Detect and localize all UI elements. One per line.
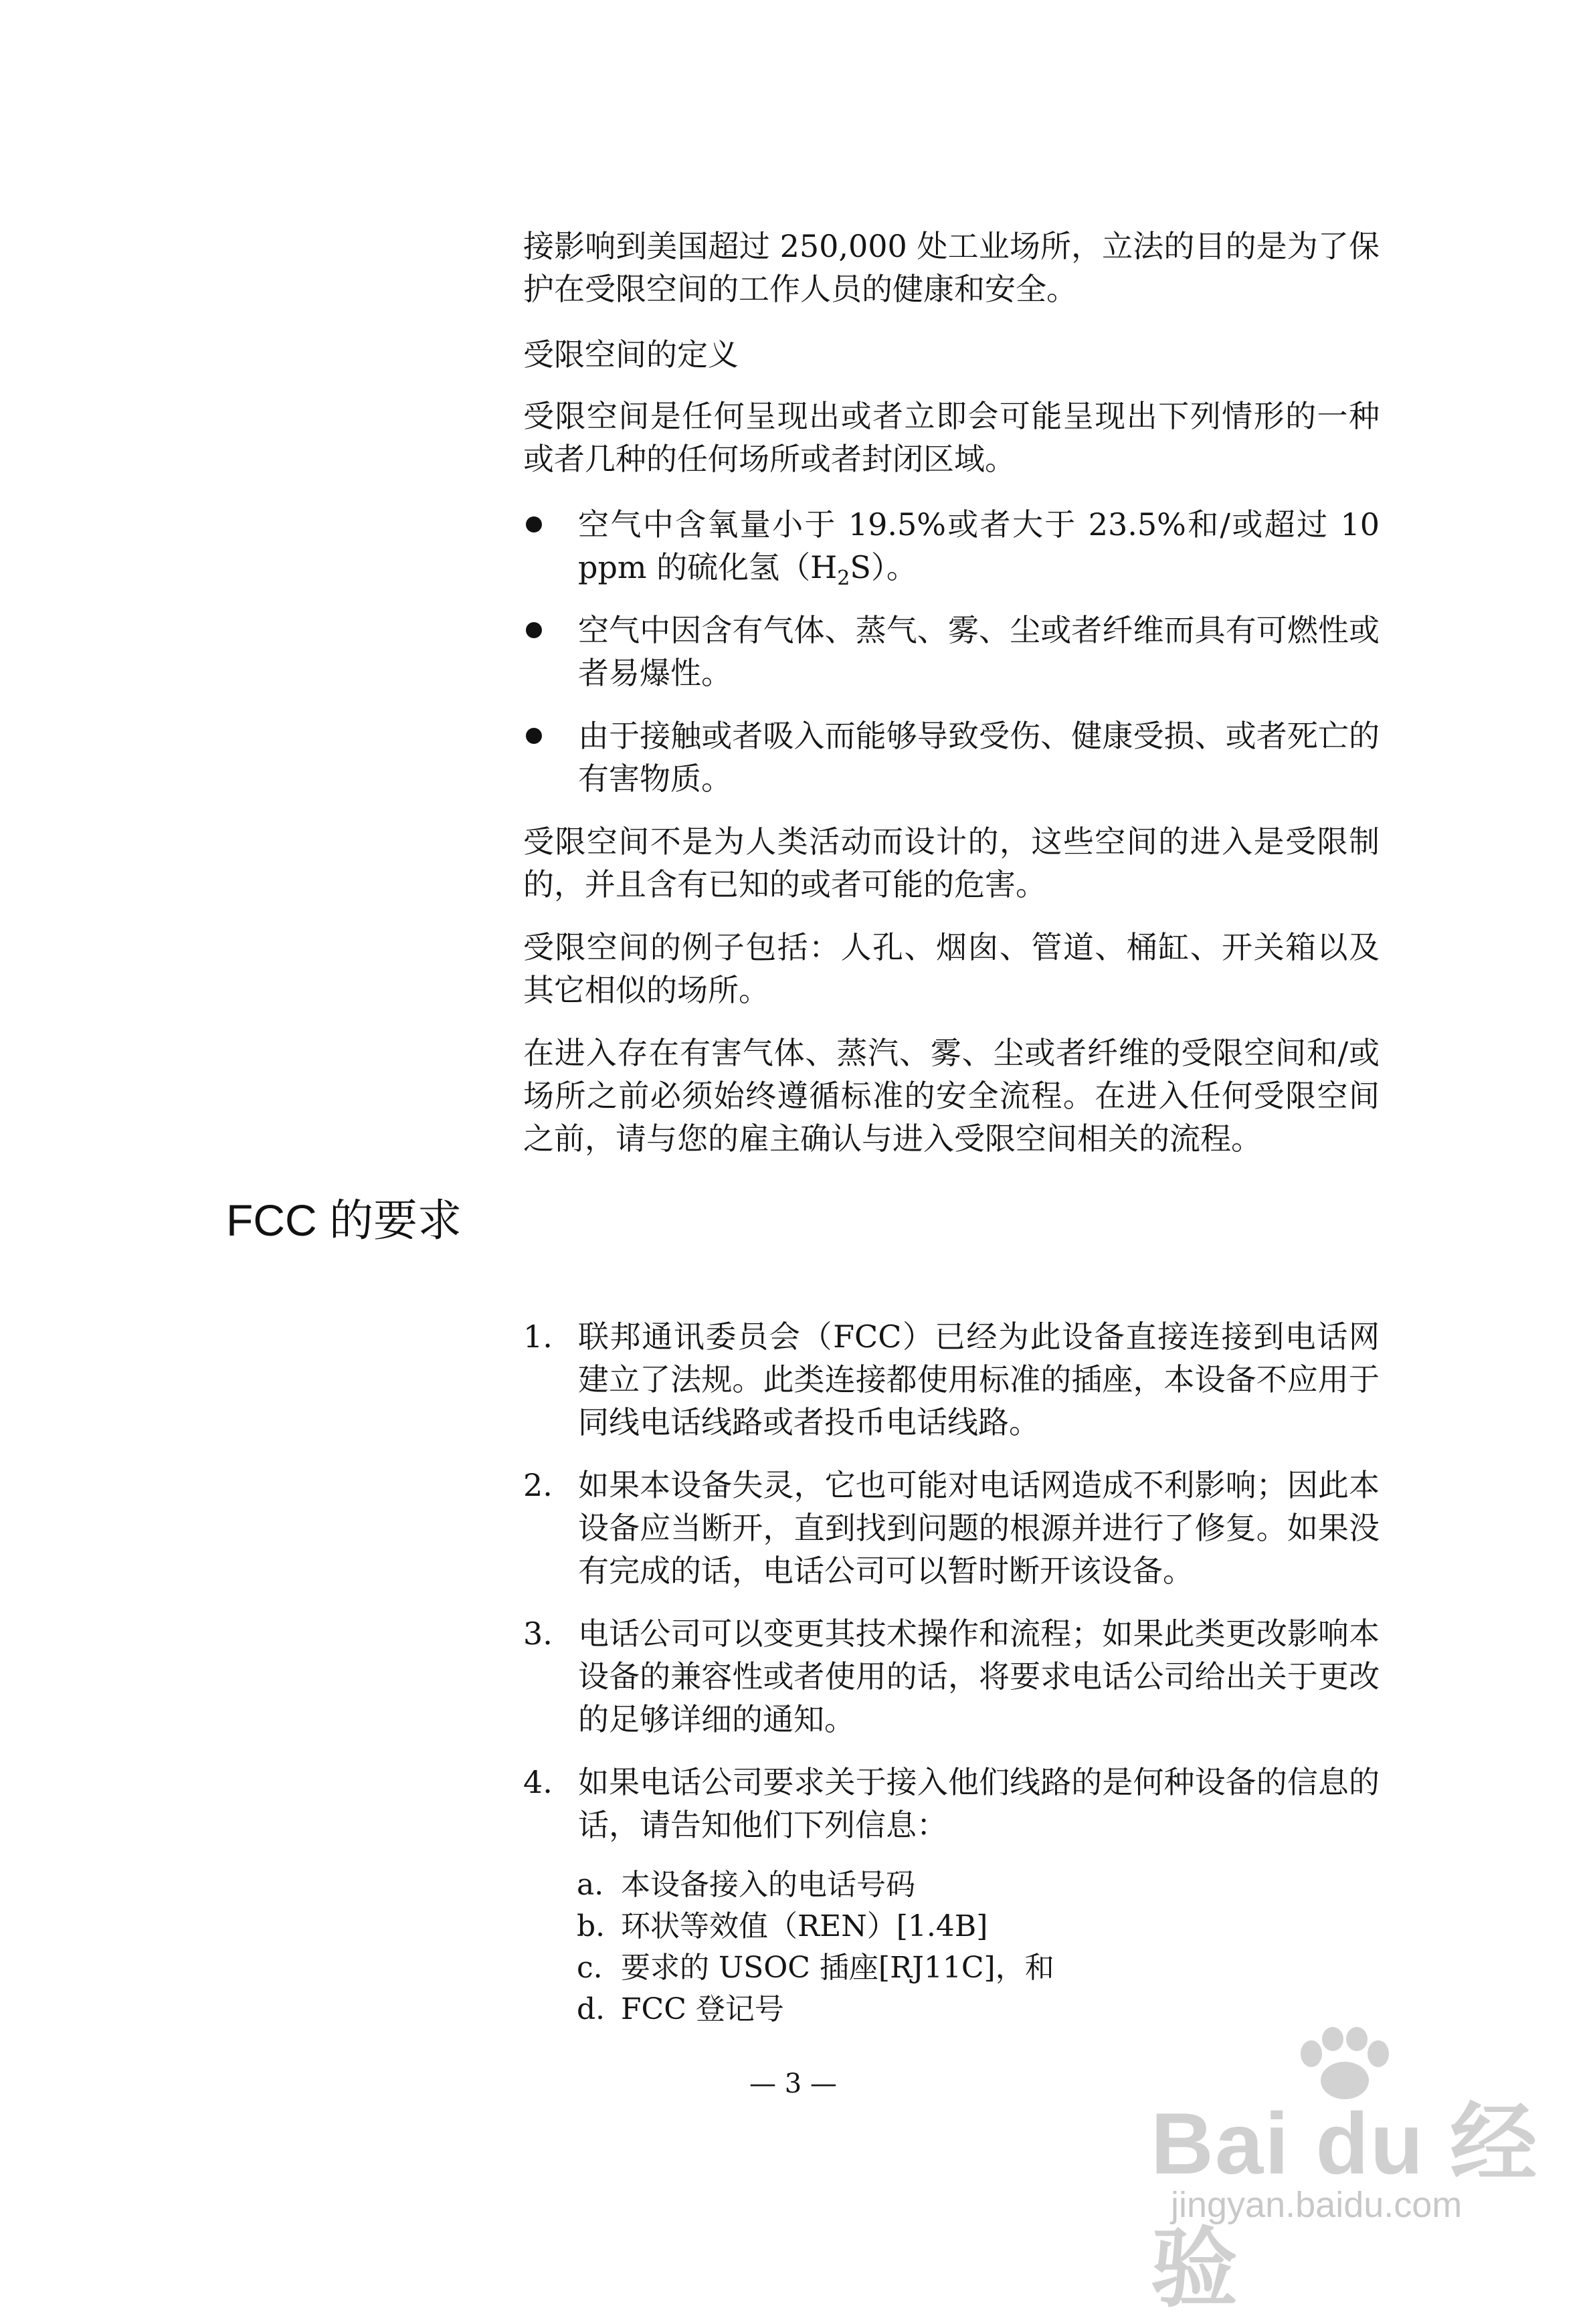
baidu-watermark — [1124, 2027, 1552, 2317]
sub-item-text: 本设备接入的电话号码 — [621, 1868, 915, 1902]
page-number: — 3 — — [749, 2068, 837, 2099]
sub-item-label: d. — [577, 1992, 605, 2026]
numbered-text: 如果电话公司要求关于接入他们线路的是何种设备的信息的话，请告知他们下列信息： — [578, 1764, 1380, 1843]
sub-item-b — [577, 1907, 988, 1947]
bullet-text: 空气中因含有气体、蒸气、雾、尘或者纤维而具有可燃性或者易爆性。 — [578, 612, 1380, 691]
sub-item-text: 环状等效值（REN）[1.4B] — [621, 1909, 988, 1943]
bullet-dot-icon — [526, 516, 542, 532]
definition-title: 受限空间的定义 — [523, 336, 739, 373]
sub-item-label: b. — [577, 1909, 605, 1943]
watermark-url: jingyan.baidu.com — [1171, 2185, 1463, 2225]
sub-item-c — [577, 1948, 1054, 1988]
bullet-text: 空气中含氧量小于 19.5%或者大于 23.5%和/或超过 10 ppm 的硫化氢$(H_2S)$。 — [578, 506, 1380, 591]
definition-text: 受限空间是任何呈现出或者立即会可能呈现出下列情形的一种或者几种的任何场所或者封闭区域。 — [523, 398, 1380, 477]
numbered-text: 联邦通讯委员会（FCC）已经为此设备直接连接到电话网建立了法规。此类连接都使用标准的插座，本设备不应用于同线电话线路或者投币电话线路。 — [578, 1319, 1380, 1440]
numbered-label: 1. — [523, 1319, 553, 1355]
numbered-text: 电话公司可以变更其技术操作和流程；如果此类更改影响本设备的兼容性或者使用的话，将要求电话公司给出关于更改的足够详细的通知。 — [578, 1616, 1380, 1737]
sub-item-label: c. — [577, 1951, 603, 1985]
section-heading-fcc: FCC 的要求 — [226, 1195, 462, 1245]
bullet-dot-icon — [526, 622, 542, 638]
intro-paragraph: 接影响到美国超过 250,000 处工业场所，立法的目的是为了保护在受限空间的工作人员的健康和安全。 — [523, 228, 1380, 307]
sub-item-d — [577, 1990, 784, 2030]
watermark-logo: Bai du 经验 — [1151, 2095, 1539, 2317]
para-examples: 受限空间的例子包括：人孔、烟囱、管道、桶缸、开关箱以及其它相似的场所。 — [523, 929, 1380, 1008]
sub-item-label: a. — [577, 1868, 604, 1902]
numbered-label: 4. — [523, 1764, 553, 1800]
sub-item-a — [577, 1865, 915, 1905]
bullet-dot-icon — [526, 728, 542, 744]
numbered-label: 2. — [523, 1467, 553, 1503]
sub-item-text: 要求的 USOC 插座[RJ11C]，和 — [621, 1951, 1054, 1985]
bullet-text: 由于接触或者吸入而能够导致受伤、健康受损、或者死亡的有害物质。 — [578, 718, 1380, 797]
sub-item-text: FCC 登记号 — [621, 1992, 784, 2026]
numbered-text: 如果本设备失灵，它也可能对电话网造成不利影响；因此本设备应当断开，直到找到问题的根源并进行了修复。如果没有完成的话，电话公司可以暂时断开该设备。 — [578, 1467, 1380, 1589]
para-procedure: 在进入存在有害气体、蒸汽、雾、尘或者纤维的受限空间和/或场所之前必须始终遵循标准的安全流程。在进入任何受限空间之前，请与您的雇主确认与进入受限空间相关的流程。 — [523, 1035, 1380, 1157]
numbered-label: 3. — [523, 1616, 553, 1652]
para-not-designed: 受限空间不是为人类活动而设计的，这些空间的进入是受限制的，并且含有已知的或者可能的危害。 — [523, 824, 1380, 902]
